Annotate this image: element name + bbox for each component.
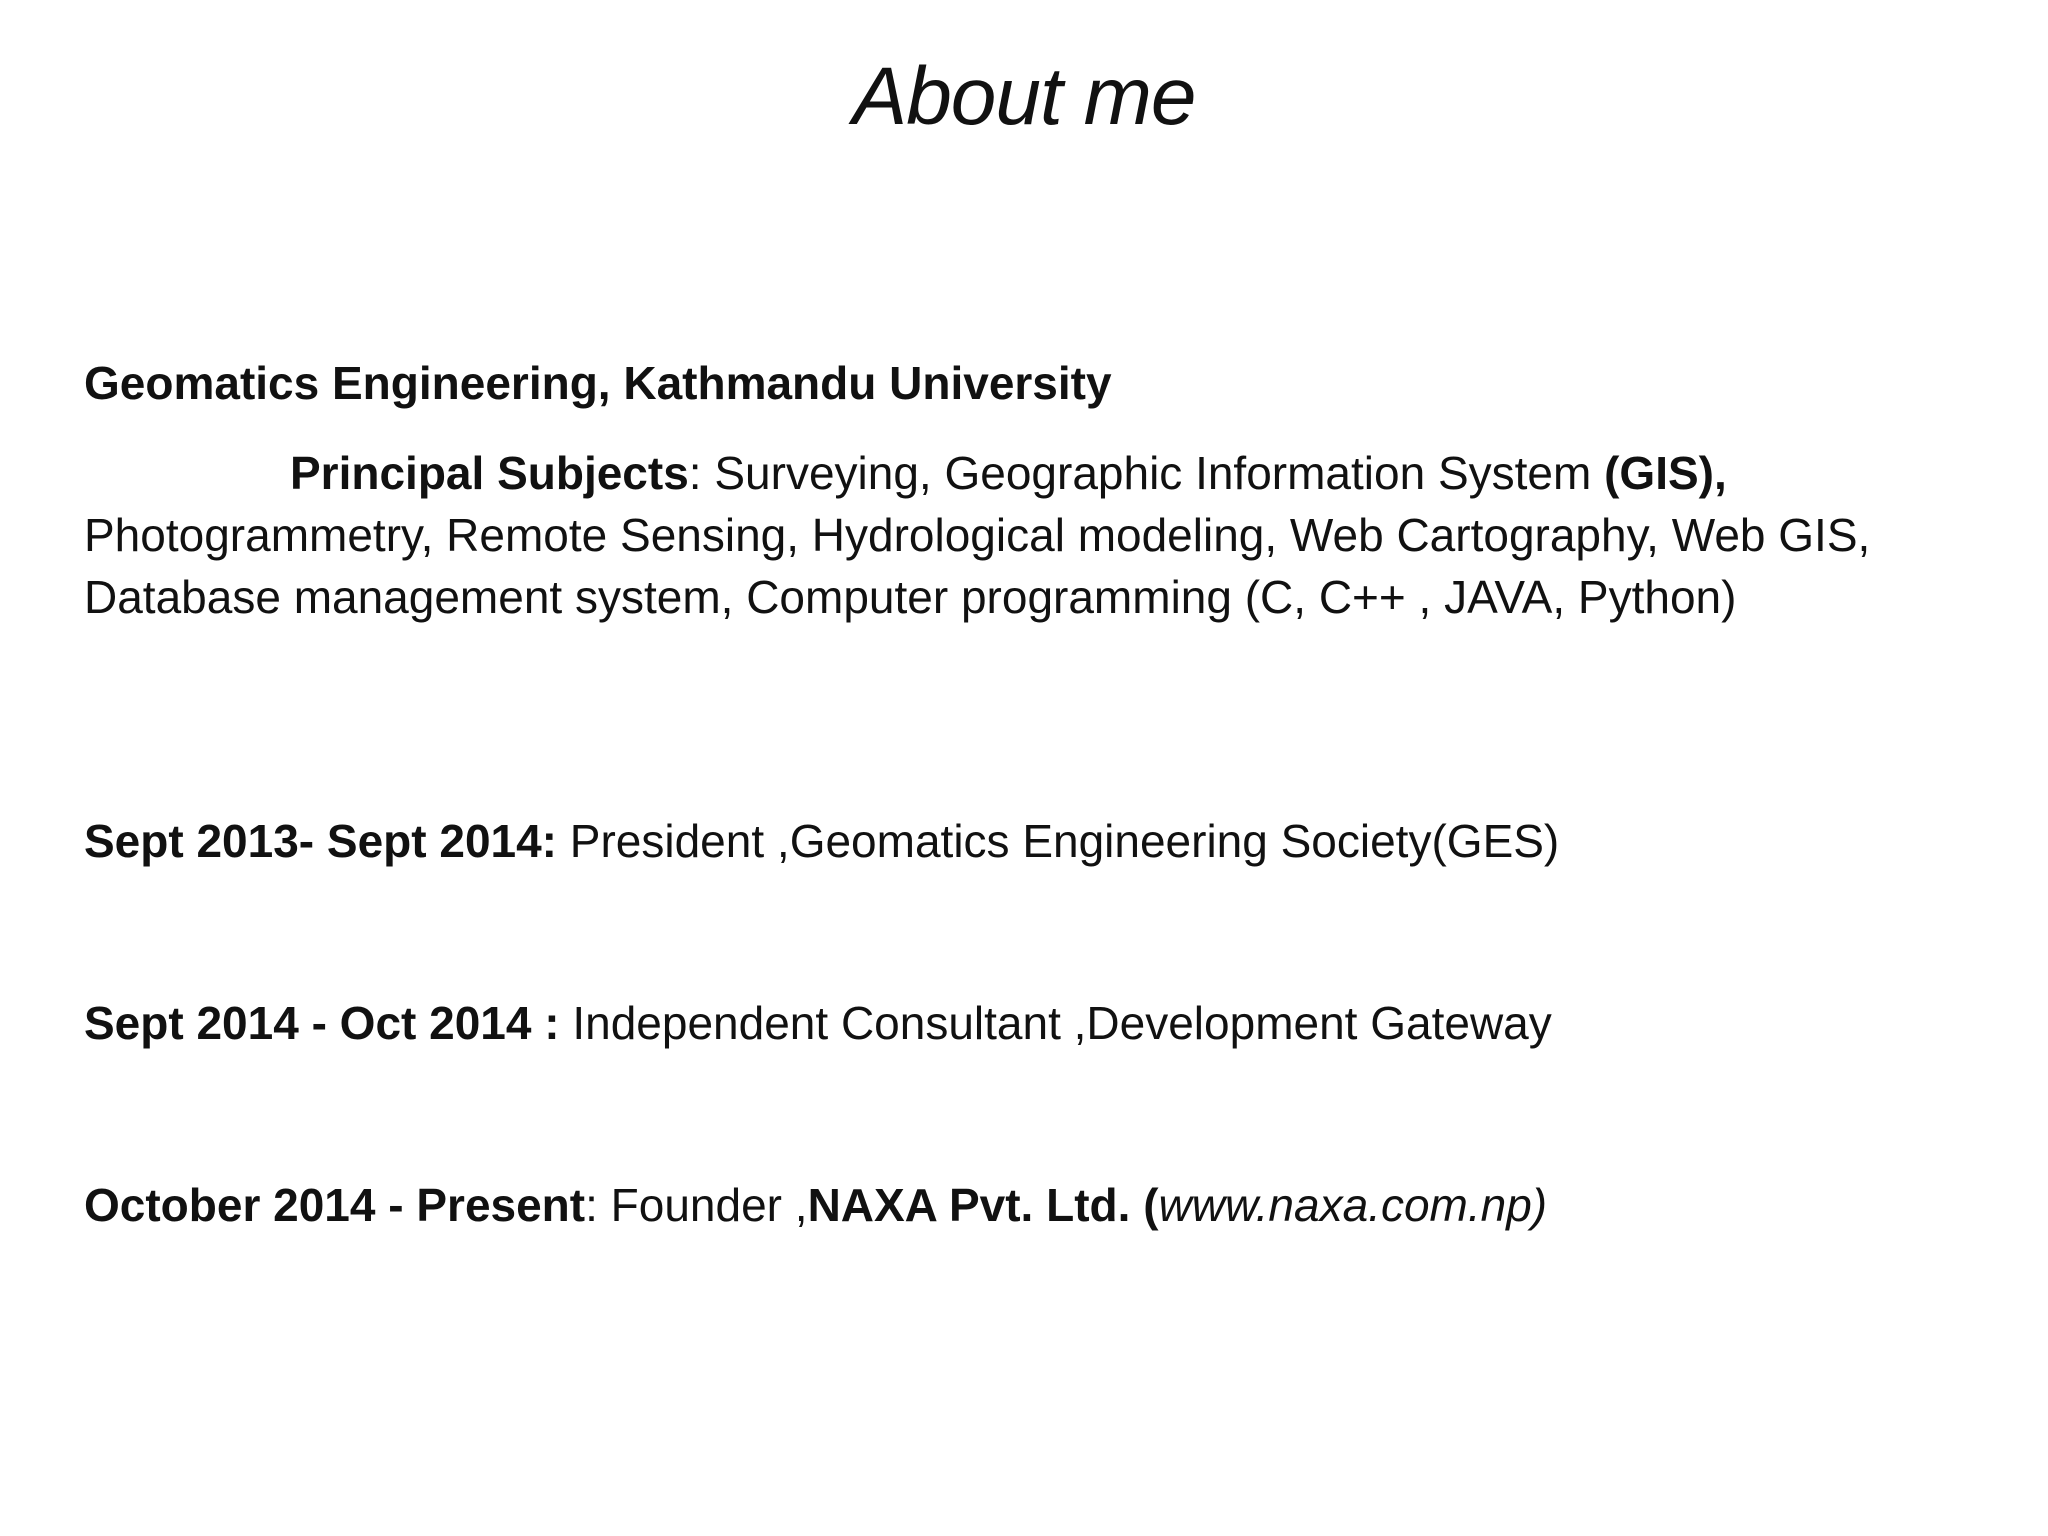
- experience-role: Independent Consultant ,Development Gateway: [559, 997, 1552, 1049]
- experience-period: Sept 2013- Sept 2014:: [84, 815, 558, 867]
- subjects-colon: :: [688, 447, 715, 499]
- subjects-text-1: Surveying, Geographic Information System: [714, 447, 1605, 499]
- experience-period: Sept 2014 - Oct 2014 :: [84, 997, 560, 1049]
- experience-url: www.naxa.com.np): [1158, 1179, 1548, 1231]
- principal-subjects-paragraph: [84, 442, 1974, 628]
- experience-item-devgateway: [84, 992, 1974, 1054]
- subjects-label: Principal Subjects: [290, 447, 689, 499]
- experience-item-naxa: [84, 1174, 1974, 1236]
- subjects-gis: (GIS),: [1604, 447, 1727, 499]
- experience-role: President ,Geomatics Engineering Society(GES): [557, 815, 1560, 867]
- slide-title: About me: [852, 51, 1196, 142]
- education-heading: Geomatics Engineering, Kathmandu University: [84, 357, 1112, 409]
- experience-period: October 2014 - Present: [84, 1179, 586, 1231]
- experience-org: NAXA Pvt. Ltd. (: [807, 1179, 1159, 1231]
- subjects-text-2: Photogrammetry, Remote Sensing, Hydrological modeling, Web Cartography, Web GIS, Database management system, Computer programming (C, C++ , JAVA, Python): [84, 509, 1871, 623]
- experience-item-ges: [84, 810, 1974, 872]
- experience-separator: : Founder ,: [585, 1179, 808, 1231]
